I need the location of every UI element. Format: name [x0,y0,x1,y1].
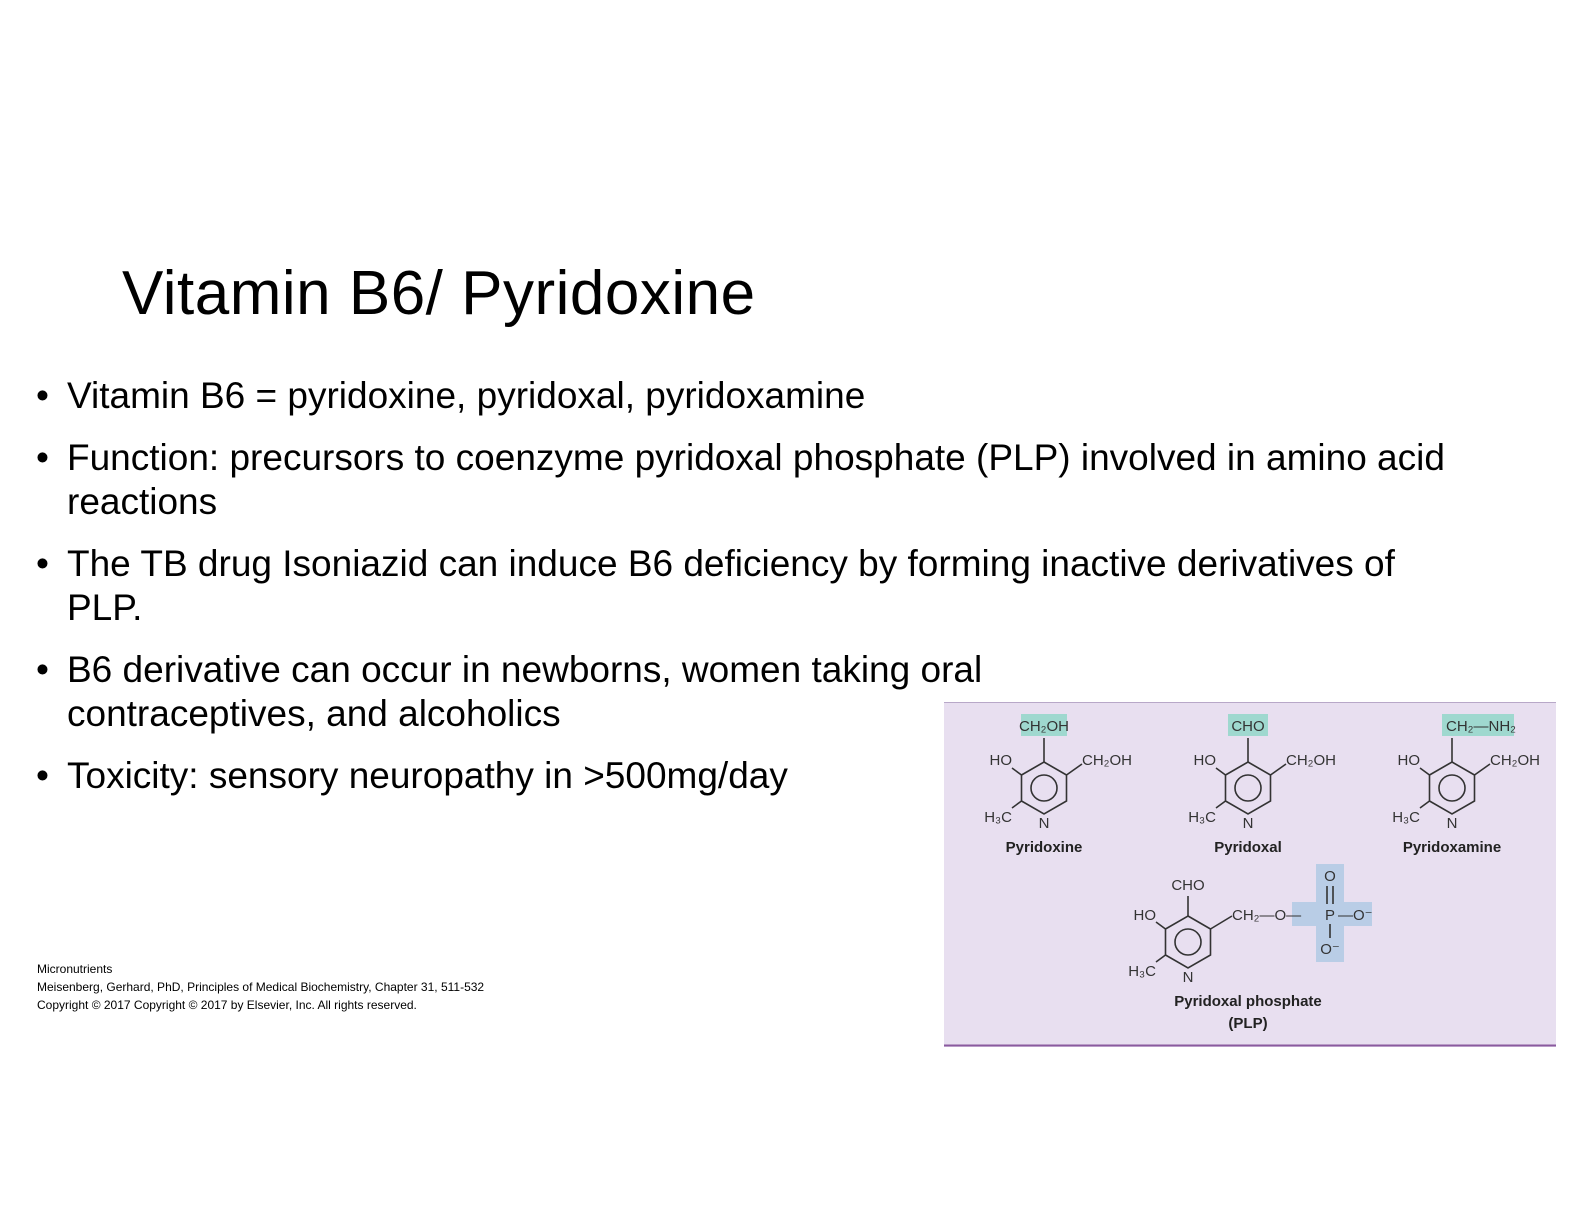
methyl-label: H₃C [1392,809,1420,826]
nitrogen-label: N [1242,815,1254,832]
plp-chain-label: CH₂—O— [1232,907,1302,924]
nitrogen-label: N [1446,815,1458,832]
plp-name-line1: Pyridoxal phosphate [1174,993,1322,1010]
slide-title: Vitamin B6/ Pyridoxine [122,259,756,328]
plp-nitrogen-label: N [1182,969,1194,986]
bullet-dot: • [36,437,49,478]
top-group-label: CH₂—NH₂ [1446,718,1516,735]
plp-left-group-label: HO [1133,907,1156,924]
bullet-text: Toxicity: sensory neuropathy in >500mg/day [67,755,788,796]
citation-source: Meisenberg, Gerhard, PhD, Principles of Medical Biochemistry, Chapter 31, 511-532 [37,980,485,994]
structure-name: Pyridoxal [1214,839,1282,856]
top-group-label: CH₂OH [1019,718,1069,735]
left-group-label: HO [1193,752,1216,769]
bullet-dot: • [36,649,49,690]
phosphorus-label: P [1324,907,1336,924]
phosphate-right-oxygen-label: —O⁻ [1338,907,1373,924]
citation-copyright: Copyright © 2017 Copyright © 2017 by Elsevier, Inc. All rights reserved. [37,998,417,1012]
bullet-text: Vitamin B6 = pyridoxine, pyridoxal, pyridoxamine [67,375,866,416]
left-group-label: HO [989,752,1012,769]
structure-name: Pyridoxine [1005,839,1083,856]
bullet-item [36,374,1456,418]
right-group-label: CH₂OH [1082,752,1132,769]
bullet-dot: • [36,375,49,416]
methyl-label: H₃C [984,809,1012,826]
bullet-dot: • [36,755,49,796]
plp-name-line2: (PLP) [1228,1015,1268,1032]
structures-svg [944,702,1556,1047]
phosphate-bottom-oxygen-label: O⁻ [1320,941,1340,958]
bullet-item [36,542,1456,630]
structure-name: Pyridoxamine [1402,839,1502,856]
vitamin-b6-structures-figure [944,702,1556,1047]
bullet-text: The TB drug Isoniazid can induce B6 deficiency by forming inactive derivatives of PLP. [67,543,1395,628]
citation-topic: Micronutrients [37,962,113,976]
methyl-label: H₃C [1188,809,1216,826]
bullet-text: Function: precursors to coenzyme pyridoxal phosphate (PLP) involved in amino acid reactions [67,437,1445,522]
right-group-label: CH₂OH [1286,752,1336,769]
bullet-dot: • [36,543,49,584]
citation-block [37,960,484,1014]
bullet-item [36,436,1456,524]
bullet-text: B6 derivative can occur in newborns, women taking oral contraceptives, and alcoholics [67,649,983,734]
plp-top-group-label: CHO [1171,877,1205,894]
phosphate-top-oxygen-label: O [1324,868,1336,885]
top-group-label: CHO [1231,718,1265,735]
right-group-label: CH₂OH [1490,752,1540,769]
left-group-label: HO [1397,752,1420,769]
plp-methyl-label: H₃C [1128,963,1156,980]
nitrogen-label: N [1038,815,1050,832]
